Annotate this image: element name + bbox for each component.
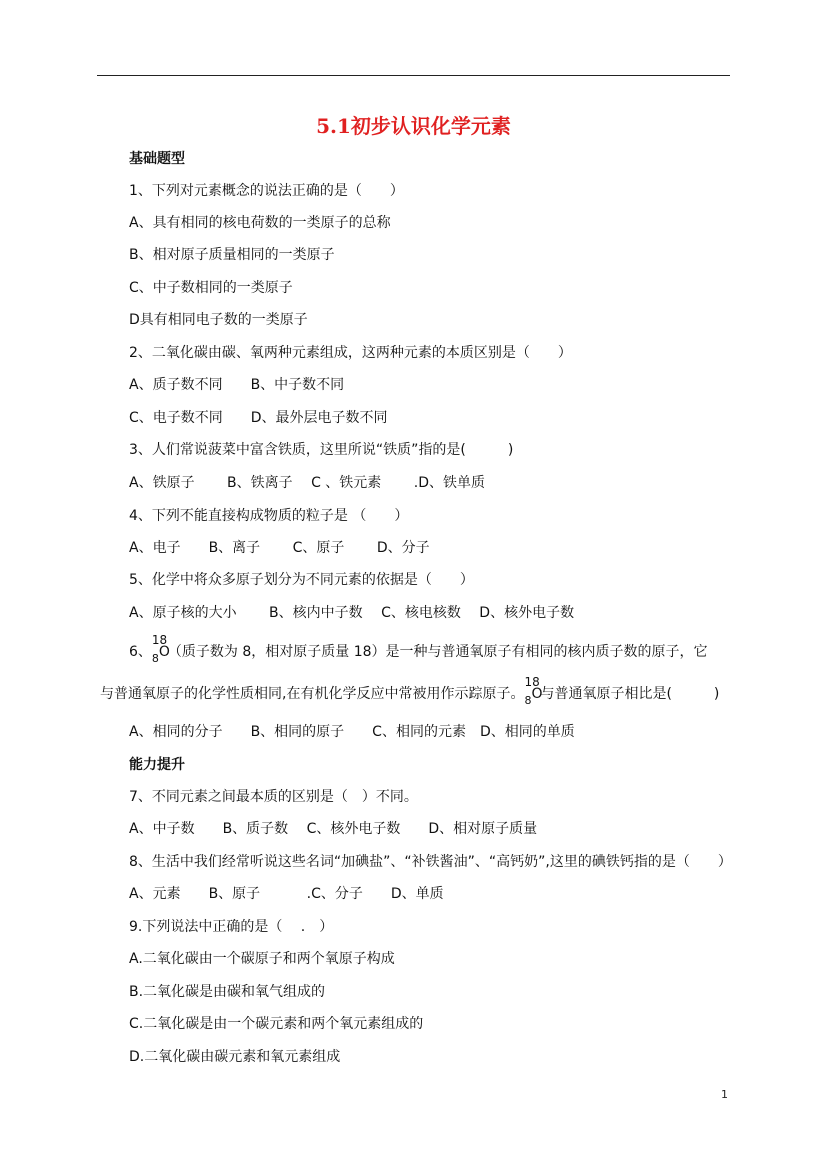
question-1: 1、下列对元素概念的说法正确的是（ ） bbox=[129, 183, 404, 199]
options-5: A、原子核的大小 B、核内中子数 C、核电核数 D、核外电子数 bbox=[129, 605, 575, 621]
option-1c: C、中子数相同的一类原子 bbox=[129, 280, 293, 296]
isotope-mass-number: 18 bbox=[151, 633, 168, 647]
isotope-symbol: O bbox=[158, 644, 170, 660]
options-7: A、中子数 B、质子数 C、核外电子数 D、相对原子质量 bbox=[129, 821, 538, 837]
section-heading-basic: 基础题型 bbox=[129, 151, 185, 167]
option-1b: B、相对原子质量相同的一类原子 bbox=[129, 247, 335, 263]
question-6-line-2-end: 与普通氧原子相比是( ) bbox=[540, 686, 720, 702]
option-9a: A.二氧化碳由一个碳原子和两个氧原子构成 bbox=[129, 951, 395, 967]
question-3: 3、人们常说菠菜中富含铁质，这里所说“铁质”指的是( ) bbox=[129, 442, 514, 458]
question-5: 5、化学中将众多原子划分为不同元素的依据是（ ） bbox=[129, 572, 474, 588]
options-8: A、元素 B、原子 .C、分子 D、单质 bbox=[129, 886, 444, 902]
question-4: 4、下列不能直接构成物质的粒子是 （ ） bbox=[129, 508, 409, 524]
isotope-atomic-number-2: 8 bbox=[524, 694, 532, 707]
header-rule bbox=[97, 75, 730, 76]
isotope-atomic-number: 8 bbox=[151, 652, 159, 665]
isotope-mass-number-2: 18 bbox=[524, 675, 540, 689]
question-6-line-2 bbox=[100, 675, 720, 707]
question-2: 2、二氧化碳由碳、氧两种元素组成，这两种元素的本质区别是（ ） bbox=[129, 345, 572, 361]
question-6-text: （质子数为 8，相对原子质量 18）是一种与普通氧原子有相同的核内质子数的原子，它 bbox=[167, 644, 708, 660]
options-2ab: A、质子数不同 B、中子数不同 bbox=[129, 377, 345, 393]
options-3: A、铁原子 B、铁离子 C 、铁元素 .D、铁单质 bbox=[129, 475, 485, 491]
isotope-notation-2 bbox=[524, 675, 543, 707]
isotope-symbol-2: O bbox=[531, 686, 543, 702]
option-9d: D.二氧化碳由碳元素和氧元素组成 bbox=[129, 1049, 341, 1065]
option-1a: A、具有相同的核电荷数的一类原子的总称 bbox=[129, 215, 391, 231]
question-9: 9.下列说法中正确的是（ . ） bbox=[129, 919, 334, 935]
options-6: A、相同的分子 B、相同的原子 C、相同的元素 D、相同的单质 bbox=[129, 724, 575, 740]
option-9c: C.二氧化碳是由一个碳元素和两个氧元素组成的 bbox=[129, 1016, 424, 1032]
page-title: 5.1初步认识化学元素 bbox=[316, 114, 511, 138]
page-number: 1 bbox=[721, 1088, 728, 1101]
question-7: 7、不同元素之间最本质的区别是（ ）不同。 bbox=[129, 789, 418, 805]
isotope-notation bbox=[151, 633, 170, 665]
options-4: A、电子 B、离子 C、原子 D、分子 bbox=[129, 540, 430, 556]
options-2cd: C、电子数不同 D、最外层电子数不同 bbox=[129, 410, 388, 426]
question-8: 8、生活中我们经常听说这些名词“加碘盐”、“补铁酱油”、“高钙奶”,这里的碘铁钙指的是（ ） bbox=[129, 854, 732, 870]
question-6-line-2-text: 与普通氧原子的化学性质相同,在有机化学反应中常被用作示踪原子。 bbox=[100, 686, 525, 702]
option-1d: D具有相同电子数的一类原子 bbox=[129, 312, 308, 328]
option-9b: B.二氧化碳是由碳和氧气组成的 bbox=[129, 984, 326, 1000]
section-heading-advanced: 能力提升 bbox=[129, 757, 185, 773]
question-6 bbox=[129, 633, 708, 665]
question-6-prefix: 6、 bbox=[129, 644, 152, 660]
